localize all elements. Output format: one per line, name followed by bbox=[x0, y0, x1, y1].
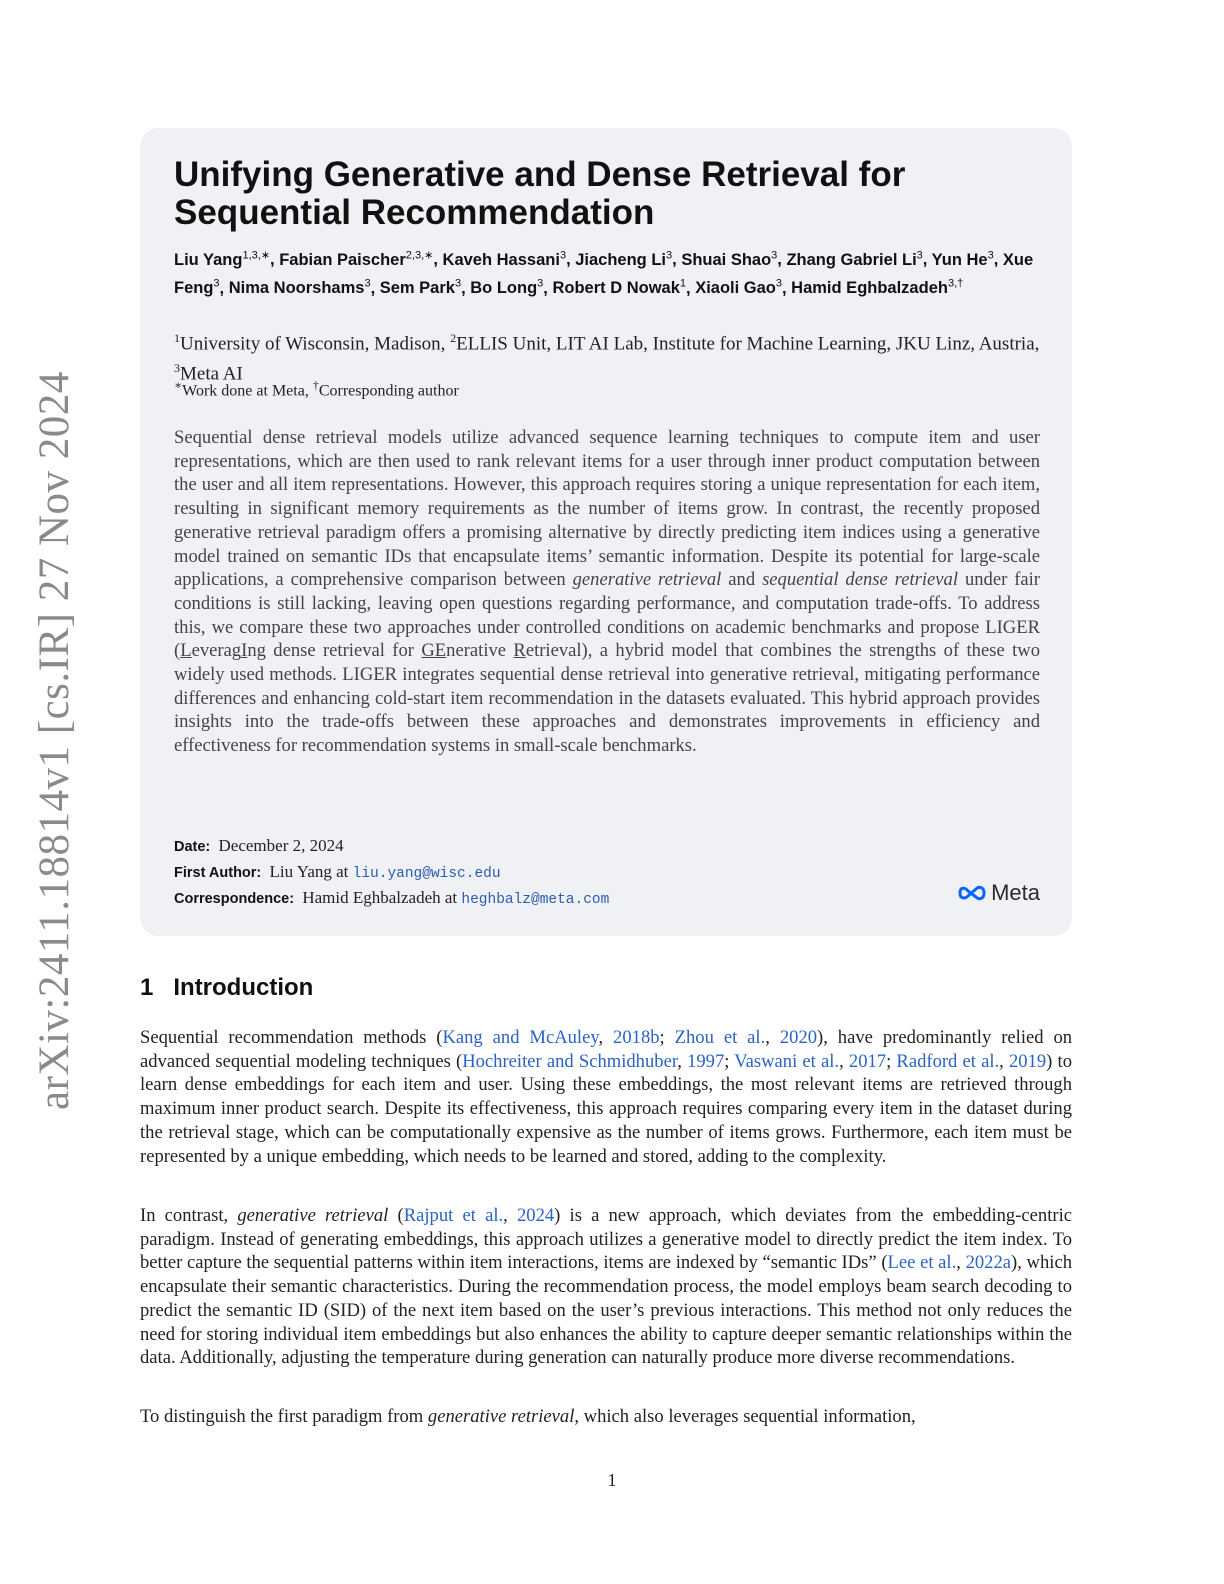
citation-link[interactable]: 2022a bbox=[965, 1252, 1012, 1274]
author-notes: ∗Work done at Meta, †Corresponding author bbox=[174, 378, 459, 400]
citation-link[interactable]: Kang and McAuley bbox=[442, 1027, 599, 1048]
author-name: Sem Park$^3$ bbox=[379, 277, 462, 297]
correspondence-row: Correspondence: Hamid Eghbalzadeh at heghbalz@meta.com bbox=[174, 888, 610, 908]
correspondence-email-link[interactable]: heghbalz@meta.com bbox=[461, 892, 610, 908]
citation-link[interactable]: 2017 bbox=[848, 1050, 887, 1072]
paper-metadata bbox=[174, 834, 1040, 913]
citation-link[interactable]: Zhou et al. bbox=[674, 1027, 766, 1048]
abstract: Sequential dense retrieval models utilize advanced sequence learning techniques to compute item and user representations, which are then used to rank relevant items for a user through inner product computation between the user and all item representations. However, this approach requires storing a unique representation for each item, resulting in significant memory requirements as the number of items grow. In contrast, the recently proposed generative retrieval paradigm offers a promising alternative by directly predicting item indices using a generative model trained on semantic IDs that encapsulate items’ semantic information. Despite its potential for large-scale applications, a comprehensive comparison between generative retrieval and sequential dense retrieval under fair conditions is still lacking, leaving open questions regarding performance, and computation trade-offs. To address this, we compare these two approaches under controlled conditions on academic benchmarks and propose LIGER (LeveragIng dense retrieval for GEnerative Retrieval), a hybrid model that combines the strengths of these two widely used methods. LIGER integrates sequential dense retrieval into generative retrieval, mitigating performance differences and enhancing cold-start item recommendation in the datasets evaluated. This hybrid approach provides insights into the trade-offs between these approaches and demonstrates improvements in efficiency and effectiveness for recommendation systems in small-scale benchmarks. bbox=[174, 427, 1040, 757]
author-name: Zhang Gabriel Li$^3$ bbox=[786, 249, 923, 269]
citation-link[interactable]: 2024 bbox=[516, 1205, 555, 1226]
section-heading-introduction: 1 Introduction bbox=[140, 974, 314, 1001]
intro-paragraph-2: In contrast, generative retrieval (Rajput et al., 2024) is a new approach, which deviates from the embedding-centric paradigm. Instead of generating embeddings, this approach utilizes a generative model to directly predict the item index. To better capture the sequential patterns within item interactions, items are indexed by “semantic IDs” (Lee et al., 2022a), which encapsulate their semantic characteristics. During the recommendation process, the model employs beam search decoding to predict the semantic ID (SID) of the next item based on the user’s previous interactions. This method not only reduces the need for storing individual item embeddings but also enhances the ability to capture deeper semantic relationships within the data. Additionally, adjusting the temperature during generation can naturally produce more diverse recommendations. bbox=[140, 1205, 1072, 1369]
citation-link[interactable]: 2020 bbox=[779, 1027, 818, 1048]
citation-link[interactable]: Radford et al. bbox=[896, 1050, 1000, 1072]
author-name: Nima Noorshams$^3$ bbox=[228, 277, 371, 297]
paper-title: Unifying Generative and Dense Retrieval for Sequential Recommendation bbox=[174, 155, 906, 232]
affiliations: $^1$University of Wisconsin, Madison, $^2$ELLIS Unit, LIT AI Lab, Institute for Machine Learning, JKU Linz, Austria, $^3$Meta AI bbox=[174, 331, 1040, 385]
meta-logo bbox=[957, 880, 1040, 906]
author-name: Bo Long$^3$ bbox=[470, 277, 544, 297]
first-author-row: First Author: Liu Yang at liu.yang@wisc.edu bbox=[174, 861, 501, 882]
citation-link[interactable]: 2019 bbox=[1008, 1050, 1047, 1072]
citation-link[interactable]: Rajput et al. bbox=[403, 1205, 504, 1226]
meta-wordmark: Meta bbox=[991, 880, 1040, 905]
paper-header-card bbox=[140, 128, 1072, 936]
author-name: Robert D Nowak$^1$ bbox=[552, 277, 687, 297]
author-name: Kaveh Hassani$^3$ bbox=[442, 249, 567, 269]
intro-paragraph-1: Sequential recommendation methods (Kang and McAuley, 2018b; Zhou et al., 2020), have predominantly relied on advanced sequential modeling techniques (Hochreiter and Schmidhuber, 1997; Vaswani et al., 2017; Radford et al., 2019) to learn dense embeddings for each item and user. Using these embeddings, the most relevant items are retrieved through maximum inner product search. Despite its effectiveness, this approach requires comparing every item in the dataset during the retrieval stage, which can be computationally expensive as the number of items grows. Furthermore, each item must be represented by a unique embedding, which needs to be learned and stored, adding to the complexity. bbox=[140, 1027, 1073, 1167]
citation-link[interactable]: Vaswani et al. bbox=[734, 1050, 840, 1072]
citation-link[interactable]: 1997 bbox=[687, 1050, 725, 1072]
author-name: Fabian Paischer$^{2,3,∗}$ bbox=[279, 249, 434, 269]
citation-link[interactable]: Hochreiter and Schmidhuber bbox=[462, 1050, 678, 1072]
author-name: Xue Feng$^3$ bbox=[174, 250, 1034, 297]
citation-link[interactable]: Lee et al. bbox=[887, 1252, 957, 1274]
arxiv-identifier-stamp: arXiv:2411.18814v1 [cs.IR] 27 Nov 2024 bbox=[31, 371, 78, 1110]
citation-link[interactable]: 2018b bbox=[613, 1027, 660, 1048]
author-name: Jiacheng Li$^3$ bbox=[575, 249, 673, 269]
first-author-email-link[interactable]: liu.yang@wisc.edu bbox=[352, 865, 501, 882]
author-name: Shuai Shao$^3$ bbox=[681, 249, 778, 269]
author-name: Yun He$^3$ bbox=[931, 249, 994, 269]
page-number: 1 bbox=[607, 1470, 617, 1490]
meta-infinity-icon bbox=[957, 885, 987, 901]
author-list: Liu Yang$^{1,3,∗}$, Fabian Paischer$^{2,3,∗}$, Kaveh Hassani$^3$, Jiacheng Li$^3$, Shuai Shao$^3$, Zhang Gabriel Li$^3$, Yun He$^3$, Xue Feng$^3$, Nima Noorshams$^3$, Sem Park$^3$, Bo Long$^3$, Robert D Nowak$^1$, Xiaoli Gao$^3$, Hamid Eghbalzadeh$^{3,\dagger}$ bbox=[174, 249, 1034, 297]
intro-paragraph-3: To distinguish the first paradigm from generative retrieval, which also leverages sequential information, bbox=[140, 1406, 916, 1427]
author-name: Xiaoli Gao$^3$ bbox=[695, 277, 782, 297]
author-name: Hamid Eghbalzadeh$^{3,\dagger}$ bbox=[791, 277, 964, 297]
date-row: Date: December 2, 2024 bbox=[174, 836, 344, 855]
author-name: Liu Yang$^{1,3,∗}$ bbox=[174, 249, 271, 269]
